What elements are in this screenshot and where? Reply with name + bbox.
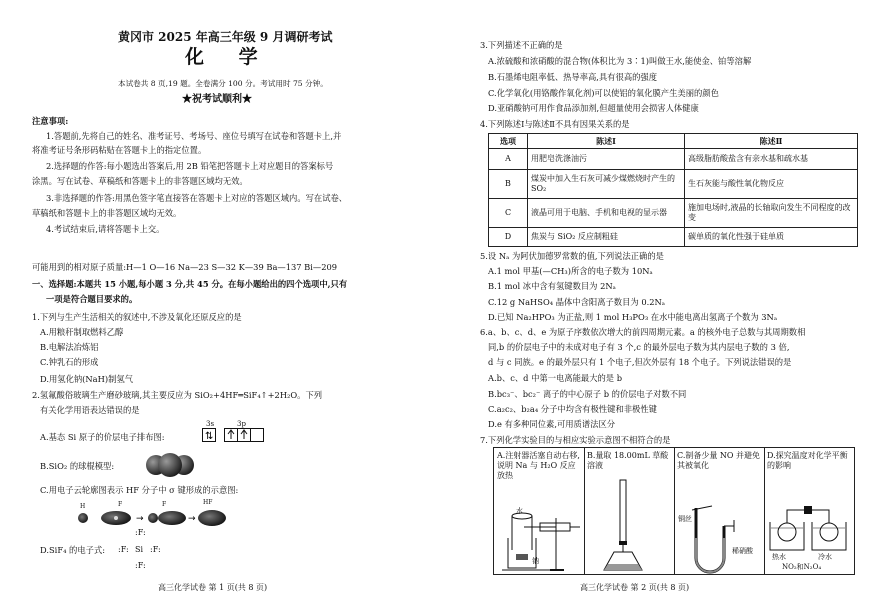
q6-stem-cont: d 与 c 同族。e 的最外层只有 1 个电子,但次外层有 18 个电子。下列说法错误的是 — [488, 357, 792, 367]
section-heading: 一、选择题:本题共 15 小题,每小题 3 分,共 45 分。在每小题给出的四个选项中,只有 — [32, 279, 348, 289]
orbital-diagram — [202, 428, 272, 442]
note-line: 2.选择题的作答:每小题选出答案后,用 2B 铅笔把答题卡上对应题目的答案标号 — [46, 161, 334, 171]
table-row — [489, 149, 858, 170]
lewis-f-left: :F: — [118, 545, 129, 554]
col-header: 选项 — [489, 134, 528, 149]
col-header: 陈述Ⅱ — [685, 134, 858, 149]
label-water: 水 — [516, 507, 523, 515]
q1-option-a: A.用粮秆制取燃料乙醇 — [40, 327, 124, 337]
note-line: 1.答题前,先将自己的姓名、准考证号、考场号、座位号填写在试卷和答题卡上,并 — [46, 131, 342, 141]
q1-option-c: C.钟乳石的形成 — [40, 357, 99, 367]
q3-option-d: D.亚硝酸钠可用作食品添加剂,但超量使用会损害人体健康 — [488, 103, 699, 113]
label-hot-water: 热水 — [772, 553, 786, 561]
atomic-masses: 可能用到的相对原子质量:H—1 O—16 Na—23 S—32 K—39 Ba—137 Bi—209 — [32, 262, 338, 272]
table-header-row — [489, 134, 858, 149]
experiment-cell-a — [494, 448, 585, 574]
hf-label: HF — [203, 499, 213, 506]
label-dilute-nitric: 稀硝酸 — [732, 547, 753, 555]
experiment-caption: A.注射器活塞自动右移,说明 Na 与 H₂O 反应放热 — [497, 451, 580, 480]
q4-table — [488, 133, 858, 247]
q2-option-a: A.基态 Si 原子的价层电子排布图: — [40, 432, 165, 442]
sio2-ball-stick-model — [145, 452, 195, 478]
experiment-caption: C.制备少量 NO 并避免其被氧化 — [677, 451, 761, 470]
experiment-cell-c — [674, 448, 765, 574]
note-line: 将准考证号条形码粘贴在答题卡上的指定位置。 — [32, 145, 207, 155]
q2-option-d: D.SiF₄ 的电子式: — [40, 545, 106, 555]
q1-option-b: B.电解法冶炼铝 — [40, 342, 99, 352]
svg-text:→: → — [188, 514, 196, 524]
q6-option-d: D.e 有多种同位素,可用质谱法区分 — [488, 419, 616, 429]
exam-info: 本试卷共 8 页,19 题。全卷满分 100 分。考试用时 75 分钟。 — [118, 79, 328, 88]
row-statement-2: 生石灰能与酸性氧化物反应 — [685, 170, 858, 199]
svg-text:⇅: ⇅ — [205, 431, 214, 442]
q2-stem-cont: 有关化学用语表达错误的是 — [40, 405, 140, 415]
table-row — [489, 228, 858, 247]
q4-stem: 4.下列陈述Ⅰ与陈述Ⅱ不具有因果关系的是 — [480, 119, 630, 129]
note-line: 草稿纸和答题卡上的非答题区域均无效。 — [32, 208, 182, 218]
notes-heading: 注意事项: — [32, 116, 69, 126]
q6-option-c: C.a₂c₂、b₂a₄ 分子中均含有极性键和非极性键 — [488, 404, 657, 414]
table-row — [489, 199, 858, 228]
label-copper-wire: 铜丝 — [678, 515, 692, 523]
q5-option-d: D.已知 Na₂HPO₃ 为正盐,则 1 mol H₃PO₃ 在水中能电离出氢离子个数为 3Nₐ — [488, 312, 778, 322]
q5-option-a: A.1 mol 甲基(—CH₃)所含的电子数为 10Nₐ — [488, 266, 653, 276]
q2-option-c: C.用电子云轮廓图表示 HF 分子中 σ 键形成的示意图: — [40, 485, 239, 495]
orbital-3s-label: 3s — [206, 420, 215, 428]
row-option: B — [489, 170, 528, 199]
lewis-f-bottom: :F: — [135, 561, 146, 570]
row-statement-1: 用肥皂洗涤油污 — [528, 149, 685, 170]
experiment-caption: D.探究温度对化学平衡的影响 — [767, 451, 848, 470]
q3-stem: 3.下列描述不正确的是 — [480, 40, 563, 50]
q7-stem: 7.下列化学实验目的与相应实验示意图不相符合的是 — [480, 435, 671, 445]
q3-option-b: B.石墨烯电阻率低、热导率高,具有很高的强度 — [488, 72, 658, 82]
table-row — [489, 170, 858, 199]
label-cold-water: 冷水 — [818, 553, 832, 561]
row-statement-2: 高级脂肪酸盐含有亲水基和疏水基 — [685, 149, 858, 170]
row-statement-2: 施加电场时,液晶的长轴取向发生不同程度的改变 — [685, 199, 858, 228]
experiment-caption: B.量取 18.00mL 草酸溶液 — [587, 451, 669, 470]
svg-text:→: → — [136, 514, 144, 524]
q7-experiment-grid — [493, 447, 855, 575]
row-option: C — [489, 199, 528, 228]
q6-option-a: A.b、c、d 中第一电离能最大的是 b — [488, 373, 623, 383]
q5-option-b: B.1 mol 冰中含有氢键数目为 2Nₐ — [488, 281, 616, 291]
row-option: D — [489, 228, 528, 247]
hf-label: F — [162, 501, 167, 508]
experiment-cell-b — [584, 448, 675, 574]
q1-stem: 1.下列与生产生活相关的叙述中,不涉及氧化还原反应的是 — [32, 312, 242, 322]
label-sodium: 钠 — [532, 557, 539, 565]
col-header: 陈述Ⅰ — [528, 134, 685, 149]
sigma-bond-diagram — [76, 507, 226, 529]
page-footer: 高三化学试卷 第 1 页(共 8 页) — [158, 583, 268, 592]
q5-option-c: C.12 g NaHSO₄ 晶体中含阳离子数目为 0.2Nₐ — [488, 297, 665, 307]
row-option: A — [489, 149, 528, 170]
q3-option-a: A.浓硫酸和浓硝酸的混合物(体积比为 3∶1)叫做王水,能使金、铂等溶解 — [488, 56, 752, 66]
exam-title: 黄冈市 2025 年高三年级 9 月调研考试 — [118, 30, 333, 44]
lewis-f-right: :F: — [150, 545, 161, 554]
q3-option-c: C.化学氧化(用铬酸作氧化剂)可以使铝的氧化膜产生美丽的颜色 — [488, 88, 719, 98]
q2-stem: 2.氢氟酸俗玻璃生产磨砂玻璃,其主要反应为 SiO₂+4HF═SiF₄↑+2H₂O。下列 — [32, 390, 323, 400]
burette-apparatus — [584, 448, 674, 574]
syringe-apparatus — [494, 448, 584, 574]
q6-option-b: B.bc₃⁻、bc₂⁻ 离子的中心原子 b 的价层电子对数不同 — [488, 389, 687, 399]
hf-label: F — [118, 501, 123, 508]
page-footer: 高三化学试卷 第 2 页(共 8 页) — [580, 583, 690, 592]
row-statement-1: 液晶可用于电脑、手机和电视的显示器 — [528, 199, 685, 228]
label-gas-mixture: NO₂和N₂O₄ — [782, 563, 822, 571]
note-line: 4.考试结束后,请将答题卡上交。 — [46, 224, 165, 234]
note-line: 3.非选择题的作答:用黑色签字笔直接答在答题卡上对应的答题区域内。写在试卷、 — [46, 193, 348, 203]
wish-line: ★祝考试顺利★ — [182, 94, 252, 105]
row-statement-1: 煤炭中加入生石灰可减少煤燃烧时产生的 SO₂ — [528, 170, 685, 199]
row-statement-1: 焦炭与 SiO₂ 反应制粗硅 — [528, 228, 685, 247]
q6-stem: 6.a、b、c、d、e 为原子序数依次增大的前四周期元素。a 的核外电子总数与其周期数相 — [480, 327, 806, 337]
q5-stem: 5.设 Nₐ 为阿伏加德罗常数的值,下列说法正确的是 — [480, 251, 664, 261]
q1-option-d: D.用氢化钠(NaH)制氢气 — [40, 374, 133, 384]
lewis-si: Si — [135, 545, 144, 554]
q2-option-b: B.SiO₂ 的球棍模型: — [40, 461, 115, 471]
lewis-f-top: :F: — [135, 528, 146, 537]
note-line: 涂黑。写在试卷、草稿纸和答题卡上的非答题区域均无效。 — [32, 176, 248, 186]
section-heading-cont: 一项是符合题目要求的。 — [46, 294, 138, 304]
subject-title: 化 学 — [185, 46, 272, 68]
orbital-3p-label: 3p — [237, 420, 246, 428]
experiment-cell-d — [764, 448, 854, 574]
q6-stem-cont: 同,b 的价层电子中的未成对电子有 3 个,c 的最外层电子数为其内层电子数的 3 倍, — [488, 342, 790, 352]
row-statement-2: 碳单质的氧化性强于硅单质 — [685, 228, 858, 247]
hf-label: H — [80, 503, 86, 510]
